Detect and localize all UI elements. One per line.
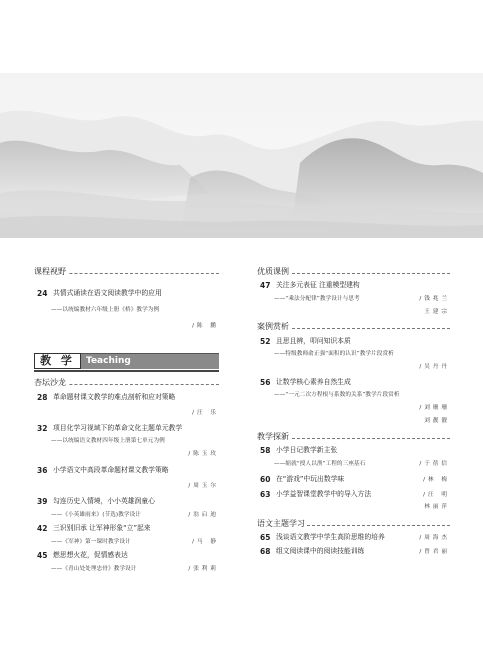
article-author: /刘珊珊 xyxy=(419,405,450,411)
article-author: /汪 乐 xyxy=(192,410,219,416)
article-author: /马 静 xyxy=(192,539,219,545)
toc-entry[interactable] xyxy=(257,547,450,556)
article-title: 在“游戏”中玩出数学味 xyxy=(276,475,345,483)
article-title: 且思且辨，叩问知识本质 xyxy=(276,337,351,345)
section-heading: 优质课例 xyxy=(257,266,450,277)
article-title: 小学益智课堂教学中的导入方法 xyxy=(276,490,372,498)
article-author: /陈 鹏 xyxy=(192,323,219,329)
toc-entry[interactable] xyxy=(34,289,219,331)
section-heading: 杏坛沙龙 xyxy=(34,377,219,388)
article-subtitle: ——以统编语文教材四年级上册第七单元为例 xyxy=(51,438,165,444)
teaching-label-en: Teaching xyxy=(81,354,219,369)
ink-landscape-banner xyxy=(0,73,483,238)
toc-entry[interactable] xyxy=(257,281,450,317)
teaching-label-cn: 教 学 xyxy=(34,353,81,369)
article-author: 王建宗 xyxy=(424,309,450,315)
page-number: 47 xyxy=(260,281,271,290)
toc-right-column xyxy=(257,266,450,556)
page-number: 52 xyxy=(260,337,271,346)
article-subtitle: ——《小英雄雨来》(节选)教学设计 xyxy=(51,512,141,518)
article-title: 勾连历史入情境，小小英雄润童心 xyxy=(53,497,155,505)
page-number: 68 xyxy=(260,547,271,556)
article-title: 项目化学习视域下的革命文化主题单元教学 xyxy=(53,424,183,432)
toc-entry[interactable] xyxy=(257,533,450,542)
article-subtitle: ——特级教师俞正强“面积的认识”教学片段赏析 xyxy=(274,351,394,357)
toc-entry[interactable] xyxy=(34,424,219,459)
page-number: 56 xyxy=(260,378,271,387)
page-number: 39 xyxy=(37,497,48,506)
article-title: 组文阅读课中的阅读技能训练 xyxy=(276,547,365,555)
toc-entry[interactable] xyxy=(257,378,450,426)
article-author: /翁启迪 xyxy=(188,512,219,518)
toc-entry[interactable] xyxy=(34,466,219,491)
section-heading: 语文主题学习 xyxy=(257,518,450,529)
page-number: 63 xyxy=(260,490,271,499)
article-author: /林 梅 xyxy=(423,477,450,483)
page-number: 28 xyxy=(37,393,48,402)
toc-entry[interactable] xyxy=(34,497,219,520)
article-author: 刘靓靓 xyxy=(424,418,450,424)
article-title: 燃思想火花，促情感表达 xyxy=(53,551,128,559)
toc-entry[interactable] xyxy=(257,446,450,469)
article-title: 关注多元表征 注重模型建构 xyxy=(276,281,360,289)
article-author: /曾君丽 xyxy=(419,549,450,555)
article-subtitle: ——“乘法分配律”教学设计与思考 xyxy=(274,296,360,302)
article-title: 共情式诵读在语文阅读教学中的应用 xyxy=(53,289,162,297)
article-title: 革命题材课文教学的难点剖析和应对策略 xyxy=(53,393,176,401)
article-title: 浅谈语文教学中学生高阶思维的培养 xyxy=(276,533,385,541)
page-number: 32 xyxy=(37,424,48,433)
article-subtitle: ——以统编教材六年级上册《桥》教学为例 xyxy=(51,307,160,313)
toc-entry[interactable] xyxy=(34,524,219,547)
article-author: /钱兆兰 xyxy=(419,296,450,302)
article-subtitle: ——“一元二次方程根与系数的关系”教学片段赏析 xyxy=(274,392,400,398)
toc-left-column xyxy=(34,266,219,574)
article-title: 小学日记教学新主张 xyxy=(276,446,338,454)
article-title: 三识别旧承 让军神形象“立”起来 xyxy=(53,524,151,532)
article-author: /周海杰 xyxy=(419,535,450,541)
toc-entry[interactable] xyxy=(34,393,219,418)
section-heading: 课程视野 xyxy=(34,266,219,277)
toc-entry[interactable] xyxy=(257,337,450,372)
toc-entry[interactable] xyxy=(34,551,219,574)
section-heading: 教学探新 xyxy=(257,431,450,442)
page-number: 60 xyxy=(260,475,271,484)
article-subtitle: ——《军神》第一课时教学设计 xyxy=(51,539,131,545)
article-author: /周玉尔 xyxy=(188,483,219,489)
article-author: /陈玉玫 xyxy=(188,451,219,457)
article-subtitle: ——《青山处处埋忠骨》教学设计 xyxy=(51,566,137,572)
page-number: 42 xyxy=(37,524,48,533)
page-number: 36 xyxy=(37,466,48,475)
page-number: 58 xyxy=(260,446,271,455)
article-author: /张利莉 xyxy=(188,566,219,572)
article-title: 让数学核心素养自然生成 xyxy=(276,378,351,386)
article-author: /吴丹丹 xyxy=(419,364,450,370)
teaching-banner xyxy=(34,353,219,370)
page-number: 24 xyxy=(37,289,48,298)
page-number: 45 xyxy=(37,551,48,560)
article-title: 小学语文中高段革命题材课文教学策略 xyxy=(53,466,169,474)
article-author: 林丽萍 xyxy=(424,504,450,510)
article-author: /于蓓信 xyxy=(419,461,450,467)
toc-entry[interactable] xyxy=(257,475,450,484)
article-subtitle: ——缩就“授人以渔”工程的三座基石 xyxy=(274,461,366,467)
page-number: 65 xyxy=(260,533,271,542)
toc-entry[interactable] xyxy=(257,490,450,512)
article-author: /汪 明 xyxy=(423,492,450,498)
section-heading: 案例赏析 xyxy=(257,321,450,332)
